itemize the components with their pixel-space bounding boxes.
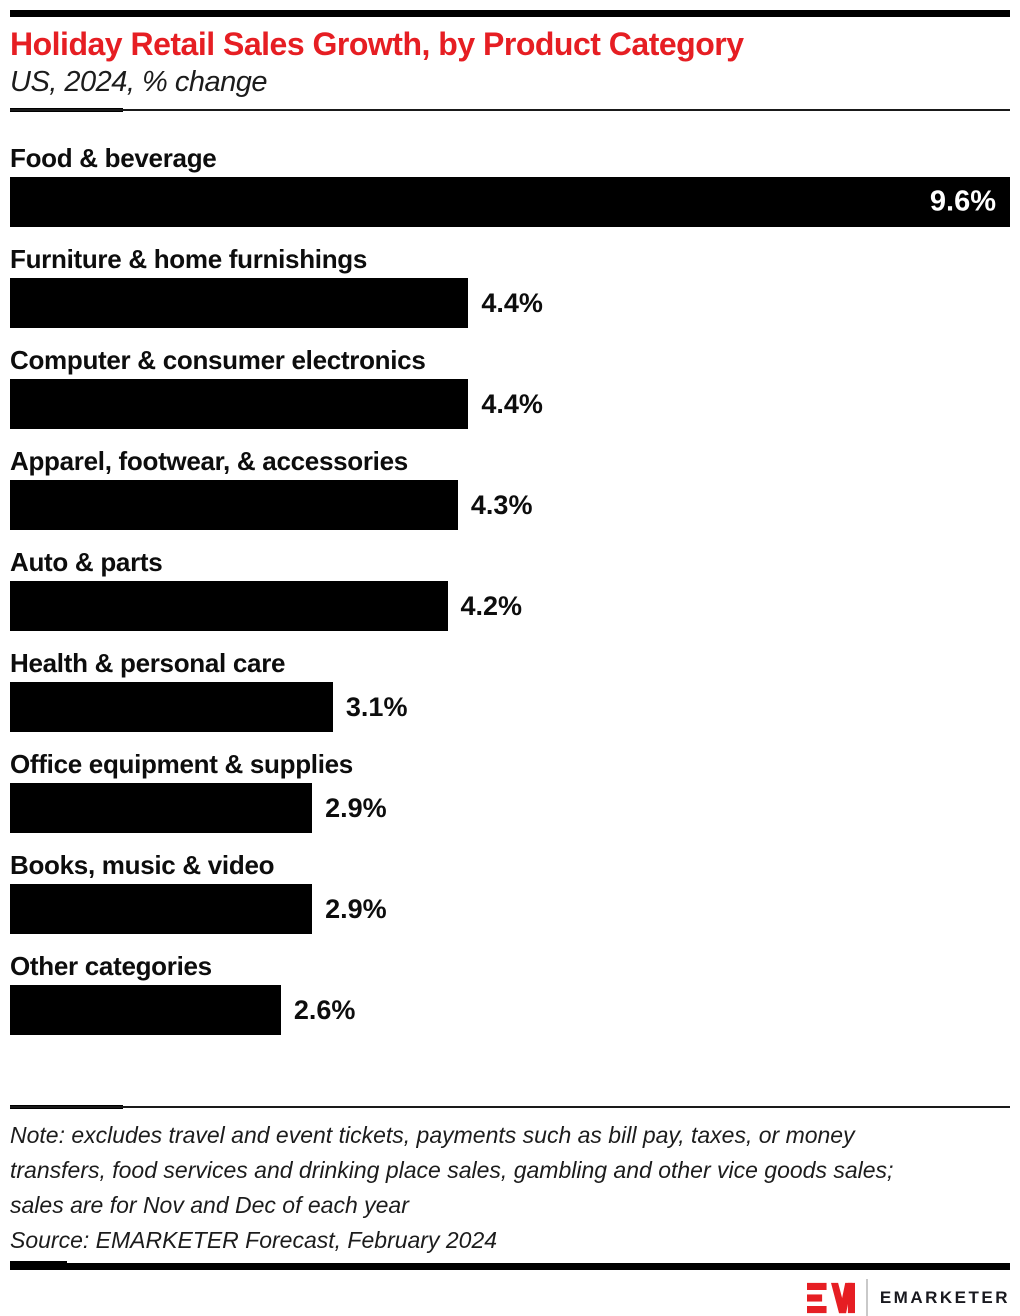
value-label: 2.6%: [293, 994, 356, 1025]
header-divider: [10, 108, 1010, 112]
bar-group: [10, 244, 1010, 328]
top-rule: [10, 10, 1010, 17]
footnote-divider: [10, 1105, 1010, 1109]
bar: [10, 278, 468, 328]
footer-rule-accent: [10, 1261, 67, 1270]
emarketer-em-logo-icon: [807, 1281, 855, 1315]
source-text: Source: EMARKETER Forecast, February 2024: [10, 1227, 498, 1253]
value-label: 4.4%: [481, 287, 543, 318]
header-divider-line: [10, 109, 1010, 111]
bar: [10, 884, 312, 934]
value-label: 2.9%: [325, 792, 387, 823]
category-label: Furniture & home furnishings: [10, 244, 368, 274]
bar-group: [10, 749, 1010, 833]
note-text: Note: excludes travel and event tickets, payments such as bill pay, taxes, or money transfers, food services and drinking place sales, gambling and other vice goods sales; sales are for Nov and Dec of each year: [10, 1122, 894, 1218]
value-label: 2.9%: [325, 893, 387, 924]
footer-rule: [10, 1263, 1010, 1270]
category-label: Food & beverage: [10, 143, 217, 173]
bar-group: [10, 648, 1010, 732]
bar-group: [10, 850, 1010, 934]
bar: [10, 177, 1010, 227]
bar: [10, 480, 458, 530]
value-label: 9.6%: [929, 185, 996, 218]
value-label: 3.1%: [345, 691, 408, 722]
bar-row: [10, 177, 1010, 227]
bar: [10, 985, 281, 1035]
category-label: Apparel, footwear, & accessories: [10, 446, 408, 476]
category-label: Health & personal care: [10, 648, 286, 678]
category-label: Books, music & video: [10, 850, 275, 880]
bar-row: [10, 985, 1010, 1035]
bar-row: [10, 581, 1010, 631]
bar-group: [10, 951, 1010, 1035]
bar-row: [10, 480, 1010, 530]
chart-title: Holiday Retail Sales Growth, by Product Category: [10, 26, 744, 62]
bar-row: [10, 682, 1010, 732]
bar: [10, 783, 312, 833]
bar: [10, 581, 448, 631]
bar-row: [10, 379, 1010, 429]
bar-chart: [10, 143, 1010, 1035]
category-label: Other categories: [10, 951, 212, 981]
category-label: Computer & consumer electronics: [10, 345, 426, 375]
footnote: [10, 1118, 1010, 1258]
value-label: 4.2%: [460, 590, 523, 621]
bar: [10, 379, 468, 429]
category-label: Auto & parts: [10, 547, 163, 577]
bar: [10, 682, 333, 732]
brand-divider: [866, 1279, 868, 1316]
bar-row: [10, 278, 1010, 328]
bar-group: [10, 143, 1010, 227]
value-label: 4.3%: [470, 489, 533, 520]
value-label: 4.4%: [481, 388, 543, 419]
bar-group: [10, 446, 1010, 530]
bar-row: [10, 783, 1010, 833]
chart-subtitle: US, 2024, % change: [10, 66, 268, 98]
brand-name: EMARKETER: [879, 1288, 1010, 1307]
bar-group: [10, 547, 1010, 631]
brand-row: [10, 1279, 1010, 1316]
footnote-divider-line: [10, 1106, 1010, 1108]
category-label: Office equipment & supplies: [10, 749, 353, 779]
bar-row: [10, 884, 1010, 934]
bar-group: [10, 345, 1010, 429]
